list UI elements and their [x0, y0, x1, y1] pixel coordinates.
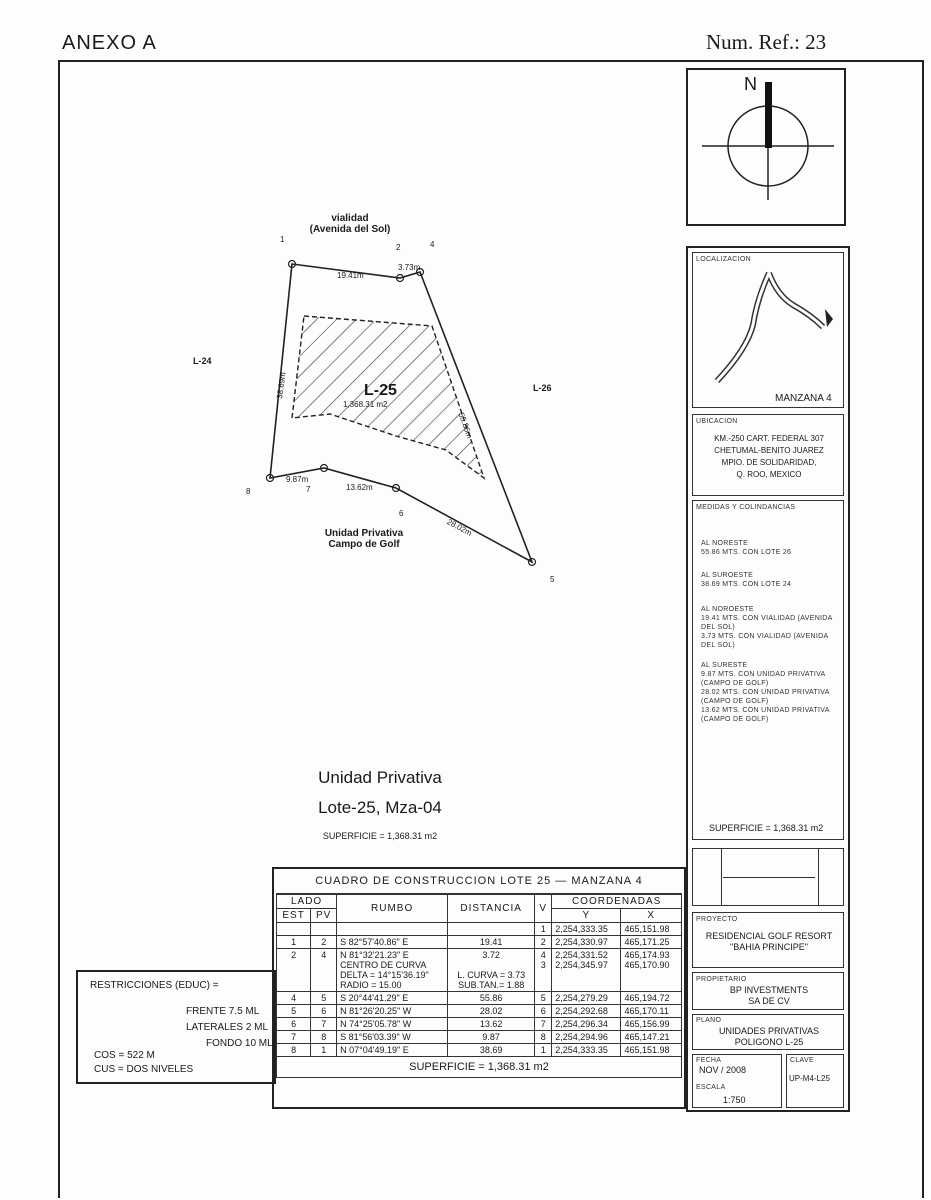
fecha-label: FECHA	[696, 1057, 722, 1064]
manzana-label: MANZANA 4	[775, 393, 832, 404]
cell-v: 5	[535, 992, 552, 1005]
cell-rumbo: S 82°57'40.86" E	[337, 936, 448, 949]
cell-pv: 1	[311, 1044, 337, 1057]
medida-noroeste: AL NOROESTE 19.41 MTS. CON VIALIDAD (AVENIDA DEL SOL) 3.73 MTS. CON VIALIDAD (AVENIDA DEL SOL)	[701, 606, 833, 649]
col-rumbo: RUMBO	[337, 895, 448, 923]
col-x: X	[621, 909, 682, 923]
cell-est	[277, 923, 311, 936]
cell-v: 7	[535, 1018, 552, 1031]
cell-dist	[448, 923, 535, 936]
cell-x: 465,194.72	[621, 992, 682, 1005]
vertex-1: 1	[280, 235, 285, 244]
col-est: EST	[277, 909, 311, 923]
clave-label: CLAVE	[790, 1057, 814, 1064]
col-lado: LADO	[277, 895, 337, 909]
unit-title: Unidad Privativa	[318, 768, 442, 787]
col-coordenadas: COORDENADAS	[552, 895, 682, 909]
clave-panel	[786, 1054, 844, 1108]
cell-dist: 9.87	[448, 1031, 535, 1044]
annex-title: ANEXO A	[62, 32, 157, 54]
cell-rumbo	[337, 923, 448, 936]
blank-box-line	[723, 877, 815, 878]
cell-est: 4	[277, 992, 311, 1005]
cell-v: 4 3	[535, 949, 552, 992]
vertex-5: 5	[550, 575, 555, 584]
cell-y: 2,254,294.96	[552, 1031, 621, 1044]
cell-y: 2,254,279.29	[552, 992, 621, 1005]
table-row	[277, 992, 682, 1005]
table-title: CUADRO DE CONSTRUCCION LOTE 25 — MANZANA 4	[276, 871, 682, 894]
lot-plan-drawing	[0, 200, 600, 620]
proyecto-panel	[692, 912, 844, 968]
col-distancia: DISTANCIA	[448, 895, 535, 923]
cell-dist: 28.02	[448, 1005, 535, 1018]
site-map-icon	[693, 265, 843, 385]
cell-v: 1	[535, 923, 552, 936]
cell-y: 2,254,330.97	[552, 936, 621, 949]
propietario-panel	[692, 972, 844, 1010]
restrictions-box	[76, 970, 276, 1084]
fecha-text: NOV / 2008	[699, 1065, 747, 1075]
cell-x: 465,147.21	[621, 1031, 682, 1044]
clave-text: UP-M4-L25	[789, 1074, 830, 1083]
cell-rumbo: S 20°44'41.29" E	[337, 992, 448, 1005]
cell-pv	[311, 923, 337, 936]
col-y: Y	[552, 909, 621, 923]
plano-text: UNIDADES PRIVATIVAS POLIGONO L-25	[718, 1026, 820, 1047]
cell-x: 465,174.93 465,170.90	[621, 949, 682, 992]
cell-x: 465,170.11	[621, 1005, 682, 1018]
dim-38-69: 38.69m	[275, 371, 288, 400]
lot-name: L-25	[364, 382, 397, 399]
construction-grid	[276, 894, 682, 1078]
cell-dist: 19.41	[448, 936, 535, 949]
lot-title: Lote-25, Mza-04	[318, 798, 442, 817]
dim-28-02: 28.02m	[445, 517, 474, 538]
table-row	[277, 1044, 682, 1057]
cell-rumbo: N 81°26'20.25" W	[337, 1005, 448, 1018]
ubicacion-panel	[692, 414, 844, 496]
table-row	[277, 1005, 682, 1018]
dim-19-41: 19.41m	[337, 271, 364, 280]
cell-x: 465,151.98	[621, 1044, 682, 1057]
cell-est: 5	[277, 1005, 311, 1018]
cell-y: 2,254,333.35	[552, 1044, 621, 1057]
road-label: vialidad (Avenida del Sol)	[309, 213, 391, 235]
restr-cus: CUS = DOS NIVELES	[94, 1064, 194, 1075]
cell-dist: 13.62	[448, 1018, 535, 1031]
cell-y: 2,254,296.34	[552, 1018, 621, 1031]
vertex-4: 4	[430, 240, 435, 249]
cell-rumbo: N 07°04'49.19" E	[337, 1044, 448, 1057]
restr-fondo: FONDO 10 ML	[206, 1038, 273, 1049]
vertex-8: 8	[246, 487, 251, 496]
cell-pv: 7	[311, 1018, 337, 1031]
proyecto-label: PROYECTO	[696, 916, 738, 923]
cell-v: 6	[535, 1005, 552, 1018]
escala-label: ESCALA	[696, 1084, 726, 1091]
lot-area: 1,368.31 m2	[343, 400, 388, 409]
cell-x: 465,156.99	[621, 1018, 682, 1031]
cell-est: 6	[277, 1018, 311, 1031]
cell-v: 1	[535, 1044, 552, 1057]
dim-55-86: 55.86m	[456, 411, 475, 440]
plano-label: PLANO	[696, 1017, 722, 1024]
construction-table	[272, 867, 686, 1109]
col-v: V	[535, 895, 552, 923]
side-superficie: SUPERFICIE = 1,368.31 m2	[709, 823, 824, 833]
cell-dist: 3.72 L. CURVA = 3.73 SUB.TAN.= 1.88	[448, 949, 535, 992]
cell-y: 2,254,331.52 2,254,345.97	[552, 949, 621, 992]
left-lot-label: L-24	[193, 356, 212, 366]
fecha-panel	[692, 1054, 782, 1108]
cell-y: 2,254,292.68	[552, 1005, 621, 1018]
blank-box	[692, 848, 844, 906]
table-row	[277, 949, 682, 992]
cell-dist: 38.69	[448, 1044, 535, 1057]
cell-rumbo: N 74°25'05.78" W	[337, 1018, 448, 1031]
vertex-2: 2	[396, 243, 401, 252]
cell-x: 465,151.98	[621, 923, 682, 936]
title-block	[686, 246, 850, 1112]
cell-dist: 55.86	[448, 992, 535, 1005]
cell-rumbo: N 81°32'21.23" E CENTRO DE CURVA DELTA = 14°15'36.19" RADIO = 15.00	[337, 949, 448, 992]
compass-box	[686, 68, 846, 226]
medida-sureste: AL SURESTE 9.87 MTS. CON UNIDAD PRIVATIVA (CAMPO DE GOLF) 28.02 MTS. CON UNIDAD PRIVATIVA (CAMPO DE GOLF) 13.62 MTS. CON UNIDAD PRIVATIVA (CAMPO DE GOLF)	[701, 662, 830, 723]
location-label: LOCALIZACION	[696, 256, 751, 263]
medida-noreste: AL NORESTE 55.86 MTS. CON LOTE 26	[701, 540, 792, 556]
proyecto-text: RESIDENCIAL GOLF RESORT "BAHIA PRINCIPE"	[705, 931, 833, 952]
medidas-label: MEDIDAS Y COLINDANCIAS	[696, 504, 796, 511]
cell-pv: 8	[311, 1031, 337, 1044]
cell-est: 1	[277, 936, 311, 949]
north-label: N	[744, 74, 757, 94]
reference-number: Num. Ref.: 23	[706, 30, 827, 54]
table-row	[277, 923, 682, 936]
title-area: SUPERFICIE = 1,368.31 m2	[322, 831, 438, 841]
vertex-6: 6	[399, 509, 404, 518]
restr-frente: FRENTE 7.5 ML	[186, 1006, 260, 1017]
ubicacion-label: UBICACION	[696, 418, 738, 425]
table-row	[277, 1018, 682, 1031]
cell-v: 2	[535, 936, 552, 949]
cell-v: 8	[535, 1031, 552, 1044]
table-footer: SUPERFICIE = 1,368.31 m2	[277, 1057, 682, 1078]
table-row	[277, 1031, 682, 1044]
golf-label: Unidad Privativa Campo de Golf	[324, 528, 404, 550]
plano-panel	[692, 1014, 844, 1050]
propietario-label: PROPIETARIO	[696, 976, 747, 983]
cell-est: 7	[277, 1031, 311, 1044]
vertex-7: 7	[306, 485, 311, 494]
medida-suroeste: AL SUROESTE 38.69 MTS. CON LOTE 24	[701, 572, 792, 588]
north-arrow-icon	[688, 70, 844, 224]
cell-pv: 6	[311, 1005, 337, 1018]
cell-y: 2,254,333.35	[552, 923, 621, 936]
cell-x: 465,171.25	[621, 936, 682, 949]
cell-pv: 5	[311, 992, 337, 1005]
dim-9-87: 9.87m	[286, 475, 309, 484]
propietario-text: BP INVESTMENTS SA DE CV	[729, 985, 809, 1006]
restr-cos: COS = 522 M	[94, 1050, 155, 1061]
cell-est: 2	[277, 949, 311, 992]
restr-title: RESTRICCIONES (EDUC) =	[90, 980, 219, 991]
dim-3-73: 3.73m	[398, 263, 421, 272]
restr-laterales: LATERALES 2 ML	[186, 1022, 269, 1033]
cell-rumbo: S 81°56'03.39" W	[337, 1031, 448, 1044]
col-pv: PV	[311, 909, 337, 923]
cell-pv: 4	[311, 949, 337, 992]
right-lot-label: L-26	[533, 383, 552, 393]
cell-pv: 2	[311, 936, 337, 949]
escala-text: 1:750	[723, 1095, 746, 1105]
dim-13-62: 13.62m	[346, 483, 373, 492]
medidas-panel	[692, 500, 844, 840]
table-row	[277, 936, 682, 949]
location-map-panel	[692, 252, 844, 408]
ubicacion-text: KM.-250 CART. FEDERAL 307 CHETUMAL-BENITO JUAREZ MPIO. DE SOLIDARIDAD, Q. ROO, MEXICO	[714, 434, 824, 479]
cell-est: 8	[277, 1044, 311, 1057]
